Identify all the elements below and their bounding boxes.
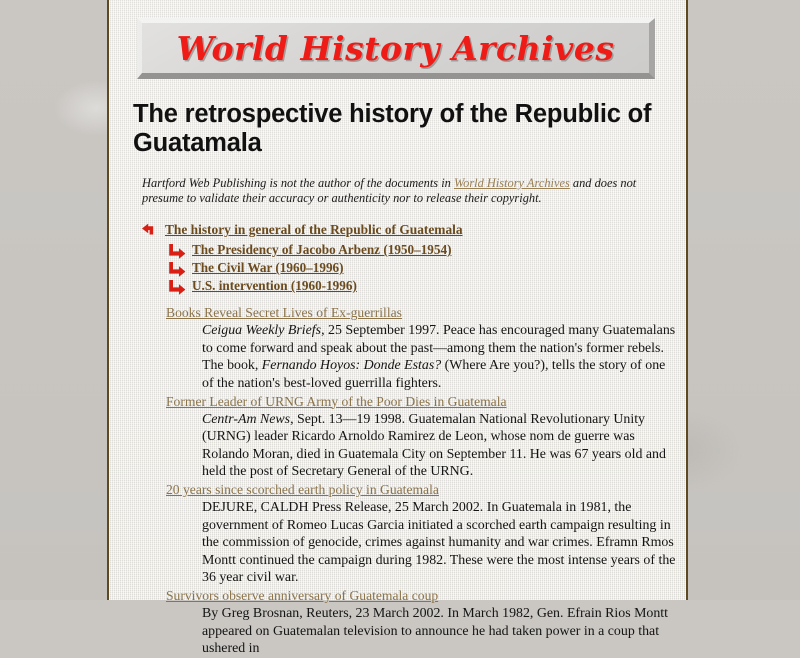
disclaimer-text — [142, 176, 680, 205]
site-banner — [137, 18, 655, 79]
content-panel — [107, 0, 688, 657]
article-item — [166, 481, 678, 587]
article-body-1: DEJURE, CALDH Press Release, 25 March 2002. In Guatemala in 1981, the government of Romeo Lucas Garcia initiated a scorched earth campaign resulting in the commission of genocide, crimes against humanity and war crimes. Eframn Rmos Montt continued the campaign during 1982. These were the most intense years of the 36 year civil war. — [202, 499, 676, 586]
article-title-link[interactable]: Former Leader of URNG Army of the Poor Dies in Guatemala — [166, 393, 507, 409]
site-banner-title: World History Archives — [176, 28, 615, 68]
article-body-2: (Where Are you?), tells the story of one of the nation's best-loved guerrilla fighters. — [202, 358, 666, 391]
nav-item-history-general[interactable] — [141, 222, 686, 239]
article-title-link[interactable]: Books Reveal Secret Lives of Ex-guerrillas — [166, 305, 402, 321]
nav-item-arbenz-label[interactable]: The Presidency of Jacobo Arbenz (1950–1954) — [192, 242, 452, 258]
article-description — [202, 322, 678, 392]
nav-item-history-general-label[interactable]: The history in general of the Republic of Guatemala — [165, 222, 463, 238]
article-description — [202, 411, 678, 481]
article-list — [166, 304, 678, 658]
banner-container — [109, 0, 686, 79]
article-item — [166, 587, 678, 658]
arrow-up-left-icon — [141, 223, 160, 240]
article-item — [166, 393, 678, 481]
arrow-elbow-right-icon — [168, 261, 187, 278]
article-description — [202, 499, 678, 587]
article-body-1: , 25 September 1997. Peace has encouraged many Guatemalans to come forward and speak about the past—among them the nation's former rebels. The book, — [202, 323, 676, 374]
article-source: Ceigua Weekly Briefs — [202, 323, 322, 339]
article-description — [202, 605, 678, 658]
article-title-link[interactable]: 20 years since scorched earth policy in Guatemala — [166, 481, 439, 497]
article-source: Centr-Am News — [202, 411, 291, 427]
page-title: The retrospective history of the Republic of Guatamala — [133, 100, 652, 157]
disclaimer-text-before: Hartford Web Publishing is not the author of the documents in — [142, 176, 454, 190]
navigation-links — [141, 222, 686, 295]
article-body-1: By Greg Brosnan, Reuters, 23 March 2002. In March 1982, Gen. Efrain Rios Montt appeared on Guatemalan television to announce he had taken power in a coup that ushered in — [202, 605, 669, 657]
nav-item-civil-war-label[interactable]: The Civil War (1960–1996) — [192, 260, 344, 276]
nav-item-arbenz[interactable] — [168, 242, 686, 259]
nav-item-civil-war[interactable] — [168, 260, 686, 277]
nav-item-us-intervention[interactable] — [168, 278, 686, 295]
article-item — [166, 304, 678, 392]
article-body-1: , Sept. 13—19 1998. Guatemalan National Revolutionary Unity (URNG) leader Ricardo Arnoldo Ramirez de Leon, whose nom de guerre was Rolando Moran, died in Guatemala City on September 11. He was 67 years old and held the post of Secretary General of the URNG. — [202, 411, 666, 480]
article-title-link[interactable]: Survivors observe anniversary of Guatemala coup — [166, 587, 439, 603]
arrow-elbow-right-icon — [168, 279, 187, 296]
nav-item-us-intervention-label[interactable]: U.S. intervention (1960-1996) — [192, 278, 357, 294]
disclaimer-archives-link[interactable]: World History Archives — [453, 176, 570, 190]
arrow-elbow-right-icon — [168, 243, 187, 260]
disclaimer-text-after: and does not presume to validate their accuracy or authenticity nor to release their copyright. — [142, 176, 637, 205]
article-source-secondary: Fernando Hoyos: Donde Estas? — [261, 358, 442, 374]
